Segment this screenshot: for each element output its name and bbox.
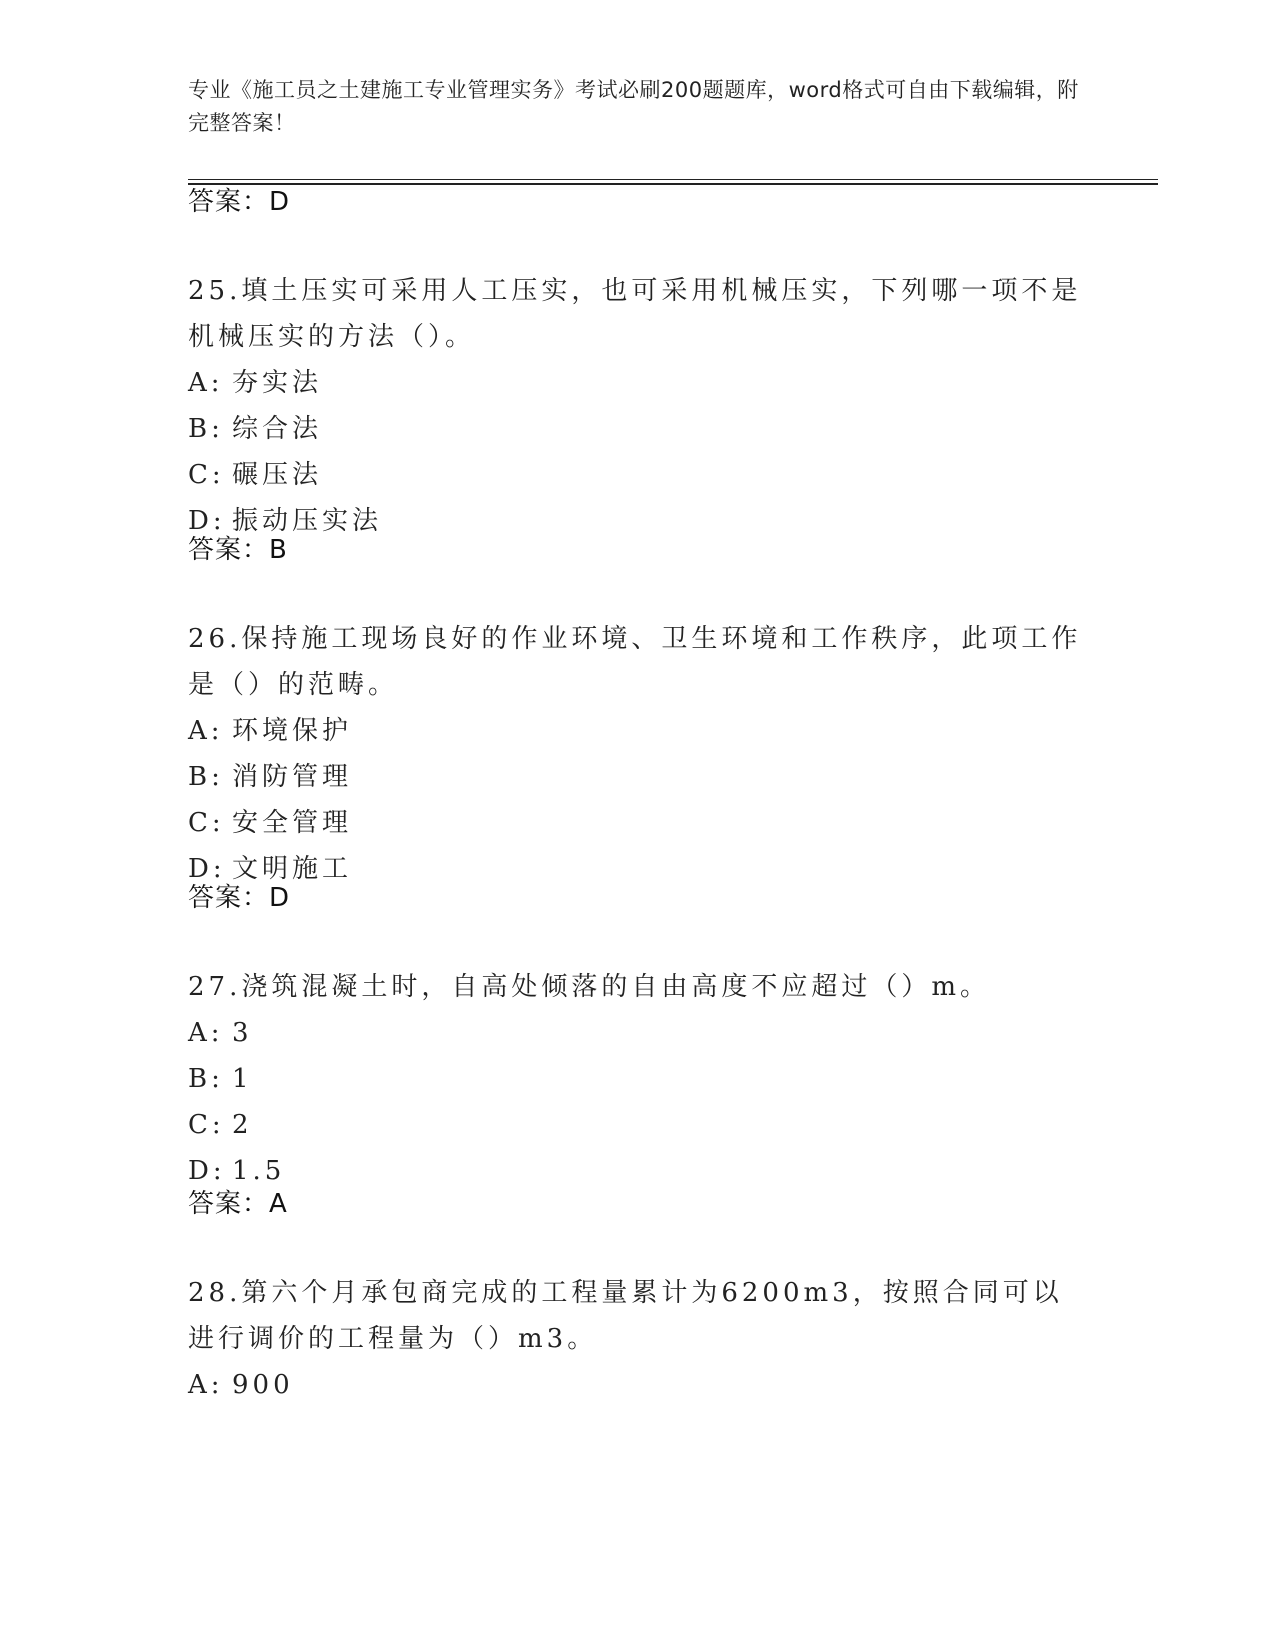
option-label: A: bbox=[188, 1370, 224, 1400]
option-text: 1.5 bbox=[232, 1156, 286, 1186]
option-label: B: bbox=[188, 414, 224, 444]
option-text: 3 bbox=[232, 1018, 253, 1048]
header-divider-thick bbox=[188, 183, 1158, 185]
option-text: 1 bbox=[232, 1064, 253, 1094]
option-label: A: bbox=[188, 368, 224, 398]
option-text: 振动压实法 bbox=[232, 506, 383, 536]
option-a bbox=[188, 1362, 1088, 1408]
answer-26: 答案：D bbox=[188, 883, 291, 913]
option-label: A: bbox=[188, 716, 224, 746]
option-text: 碾压法 bbox=[232, 460, 323, 490]
option-label: D: bbox=[188, 1156, 226, 1186]
answer-27: 答案：A bbox=[188, 1189, 288, 1219]
option-b bbox=[188, 754, 1088, 800]
option-c bbox=[188, 800, 1088, 846]
answer-25: 答案：B bbox=[188, 535, 288, 565]
option-a bbox=[188, 1010, 1088, 1056]
option-text: 900 bbox=[232, 1370, 294, 1400]
option-c bbox=[188, 452, 1088, 498]
option-label: D: bbox=[188, 854, 226, 884]
question-27 bbox=[188, 964, 1088, 1194]
option-label: C: bbox=[188, 808, 225, 838]
option-d bbox=[188, 846, 1088, 892]
option-text: 安全管理 bbox=[232, 808, 353, 838]
option-label: D: bbox=[188, 506, 226, 536]
option-b bbox=[188, 406, 1088, 452]
option-d bbox=[188, 1148, 1088, 1194]
question-25 bbox=[188, 268, 1088, 544]
option-text: 夯实法 bbox=[232, 368, 323, 398]
option-d bbox=[188, 498, 1088, 544]
option-text: 环境保护 bbox=[232, 716, 353, 746]
option-text: 2 bbox=[232, 1110, 253, 1140]
option-label: B: bbox=[188, 1064, 224, 1094]
option-b bbox=[188, 1056, 1088, 1102]
header-divider-thin bbox=[188, 179, 1158, 180]
option-text: 消防管理 bbox=[232, 762, 353, 792]
option-label: C: bbox=[188, 1110, 225, 1140]
question-28 bbox=[188, 1270, 1088, 1408]
question-text: 26.保持施工现场良好的作业环境、卫生环境和工作秩序，此项工作是（）的范畴。 bbox=[188, 624, 1082, 700]
question-26 bbox=[188, 616, 1088, 892]
option-text: 综合法 bbox=[232, 414, 323, 444]
option-text: 文明施工 bbox=[232, 854, 353, 884]
option-a bbox=[188, 708, 1088, 754]
option-c bbox=[188, 1102, 1088, 1148]
question-text: 28.第六个月承包商完成的工程量累计为6200m3，按照合同可以进行调价的工程量为（）m3。 bbox=[188, 1278, 1063, 1354]
option-a bbox=[188, 360, 1088, 406]
answer-24: 答案：D bbox=[188, 187, 291, 217]
option-label: B: bbox=[188, 762, 224, 792]
question-text: 27.浇筑混凝土时，自高处倾落的自由高度不应超过（）m。 bbox=[188, 972, 991, 1002]
option-label: C: bbox=[188, 460, 225, 490]
page-header: 专业《施工员之土建施工专业管理实务》考试必刷200题题库，word格式可自由下载编辑，附完整答案！ bbox=[188, 78, 1079, 135]
option-label: A: bbox=[188, 1018, 224, 1048]
question-text: 25.填土压实可采用人工压实，也可采用机械压实，下列哪一项不是机械压实的方法（）。 bbox=[188, 276, 1082, 352]
